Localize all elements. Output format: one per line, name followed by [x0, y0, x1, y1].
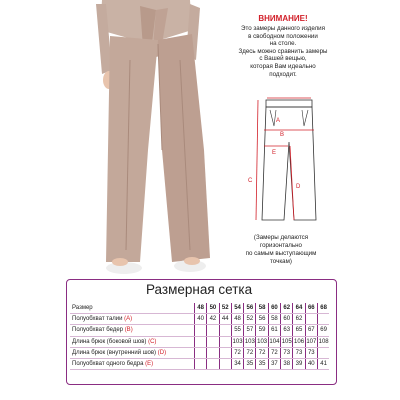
measurement-value: 58: [268, 314, 280, 325]
diagram-letter-e: E: [272, 150, 277, 156]
notice-line: Это замеры данного изделия: [241, 25, 325, 32]
note-line: точкам): [270, 258, 292, 265]
notice-line: на столе.: [269, 40, 297, 48]
measurement-label: [70, 314, 195, 325]
measurement-value: 39: [293, 358, 305, 369]
measurement-value: [219, 336, 231, 347]
measurement-value: 72: [244, 347, 256, 358]
measurement-value: [195, 358, 207, 369]
measurement-value: [207, 325, 219, 336]
measurement-value: [207, 336, 219, 347]
measurement-value: 41: [317, 358, 329, 369]
notice-title: ВНИМАНИЕ!: [258, 14, 308, 23]
table-row: [70, 325, 329, 336]
note-line: по самым выступающим: [245, 250, 317, 257]
measurement-value: 103: [256, 336, 268, 347]
size-header-cell: 48: [195, 303, 207, 314]
measurement-value: 34: [231, 358, 243, 369]
measurement-value: 44: [219, 314, 231, 325]
measurement-value: [195, 325, 207, 336]
measurement-value: 35: [256, 358, 268, 369]
measurement-name: Полуобхват бедер: [72, 327, 124, 334]
size-chart-table: [70, 303, 329, 370]
measurement-value: 59: [256, 325, 268, 336]
measurement-value: 103: [231, 336, 243, 347]
size-header-cell: 64: [293, 303, 305, 314]
size-header-cell: 58: [256, 303, 268, 314]
measurement-value: 73: [293, 347, 305, 358]
measurement-value: 104: [268, 336, 280, 347]
measurement-value: 62: [293, 314, 305, 325]
measurement-value: 72: [256, 347, 268, 358]
measurement-note: [226, 234, 336, 266]
size-header-cell: 50: [207, 303, 219, 314]
measurement-value: 106: [293, 336, 305, 347]
measurement-value: 35: [244, 358, 256, 369]
measurement-label: [70, 358, 195, 369]
measurement-value: 40: [195, 314, 207, 325]
measurement-name: Полуобхват талии: [72, 316, 123, 323]
measurement-value: [219, 325, 231, 336]
measurement-value: 38: [281, 358, 293, 369]
measurement-value: 56: [256, 314, 268, 325]
measurement-value: 73: [281, 347, 293, 358]
size-header-cell: 54: [231, 303, 243, 314]
measurement-value: 65: [293, 325, 305, 336]
measurement-label: [70, 336, 195, 347]
measurement-value: 72: [231, 347, 243, 358]
measurement-value: 73: [305, 347, 317, 358]
measurement-value: 60: [281, 314, 293, 325]
trousers-measurement-diagram: [246, 96, 336, 224]
measurement-value: 55: [231, 325, 243, 336]
measurement-notice: [218, 14, 348, 78]
measurement-value: [207, 358, 219, 369]
size-header-cell: 60: [268, 303, 280, 314]
measurement-value: 48: [231, 314, 243, 325]
measurement-label: [70, 347, 195, 358]
size-header-cell: 56: [244, 303, 256, 314]
diagram-letter-c: C: [248, 178, 253, 184]
size-chart-title: Размерная сетка: [146, 282, 253, 297]
diagram-letter-b: B: [280, 132, 285, 138]
measurement-value: 72: [268, 347, 280, 358]
measurement-name: Длина брюк (боковой шов): [72, 338, 147, 345]
measurement-value: 42: [207, 314, 219, 325]
table-row: [70, 358, 329, 369]
measurement-value: 57: [244, 325, 256, 336]
size-header-cell: 62: [281, 303, 293, 314]
measurement-value: 40: [305, 358, 317, 369]
measurement-value: [207, 347, 219, 358]
measurement-value: [195, 347, 207, 358]
notice-line: с Вашей вещью,: [259, 55, 307, 63]
inseam-measure-line: [290, 146, 294, 220]
notice-line: Здесь можно сравнить замеры: [238, 47, 328, 55]
note-line: горизонтально: [260, 242, 302, 249]
measurement-value: 107: [305, 336, 317, 347]
trousers-outline: [262, 107, 316, 220]
measurement-value: [305, 314, 317, 325]
measurement-value: 37: [268, 358, 280, 369]
measurement-value: 63: [281, 325, 293, 336]
measurement-value: 61: [268, 325, 280, 336]
measurement-value: 103: [244, 336, 256, 347]
measurement-value: [317, 314, 329, 325]
measurement-name: Длина брюк (внутренний шов): [72, 349, 157, 356]
measurement-value: 108: [317, 336, 329, 347]
measurement-name: Полуобхват одного бедра: [72, 361, 144, 368]
notice-line: подходит.: [269, 70, 297, 78]
measurement-value: 52: [244, 314, 256, 325]
measurement-value: [219, 358, 231, 369]
measurement-value: [195, 336, 207, 347]
measurement-code: (E): [145, 361, 154, 368]
table-row: [70, 336, 329, 347]
waistband-outline: [266, 100, 312, 107]
measurement-value: 67: [305, 325, 317, 336]
notice-line: которая Вам идеально: [250, 62, 316, 70]
measurement-code: (D): [157, 349, 167, 356]
size-header-cell: 66: [305, 303, 317, 314]
table-row: [70, 347, 329, 358]
note-line: (Замеры делаются: [253, 234, 309, 241]
notice-line: в свободном положении: [248, 32, 318, 40]
measurement-value: 69: [317, 325, 329, 336]
side-seam-measure-line: [256, 100, 258, 220]
measurement-value: 105: [281, 336, 293, 347]
size-header-cell: 68: [317, 303, 329, 314]
measurement-code: (B): [124, 327, 133, 334]
model-wearing-trousers-illustration: [40, 0, 240, 276]
size-header-label: Размер: [70, 303, 195, 314]
measurement-value: [317, 347, 329, 358]
table-row: [70, 314, 329, 325]
product-photo: [40, 0, 240, 276]
size-header-cell: 52: [219, 303, 231, 314]
measurement-label: [70, 325, 195, 336]
measurement-code: (C): [148, 338, 157, 345]
size-header-row: [70, 303, 329, 314]
measurement-value: [219, 347, 231, 358]
measurement-code: (A): [124, 316, 133, 323]
diagram-letter-a: A: [276, 118, 281, 124]
diagram-letter-d: D: [296, 184, 301, 190]
